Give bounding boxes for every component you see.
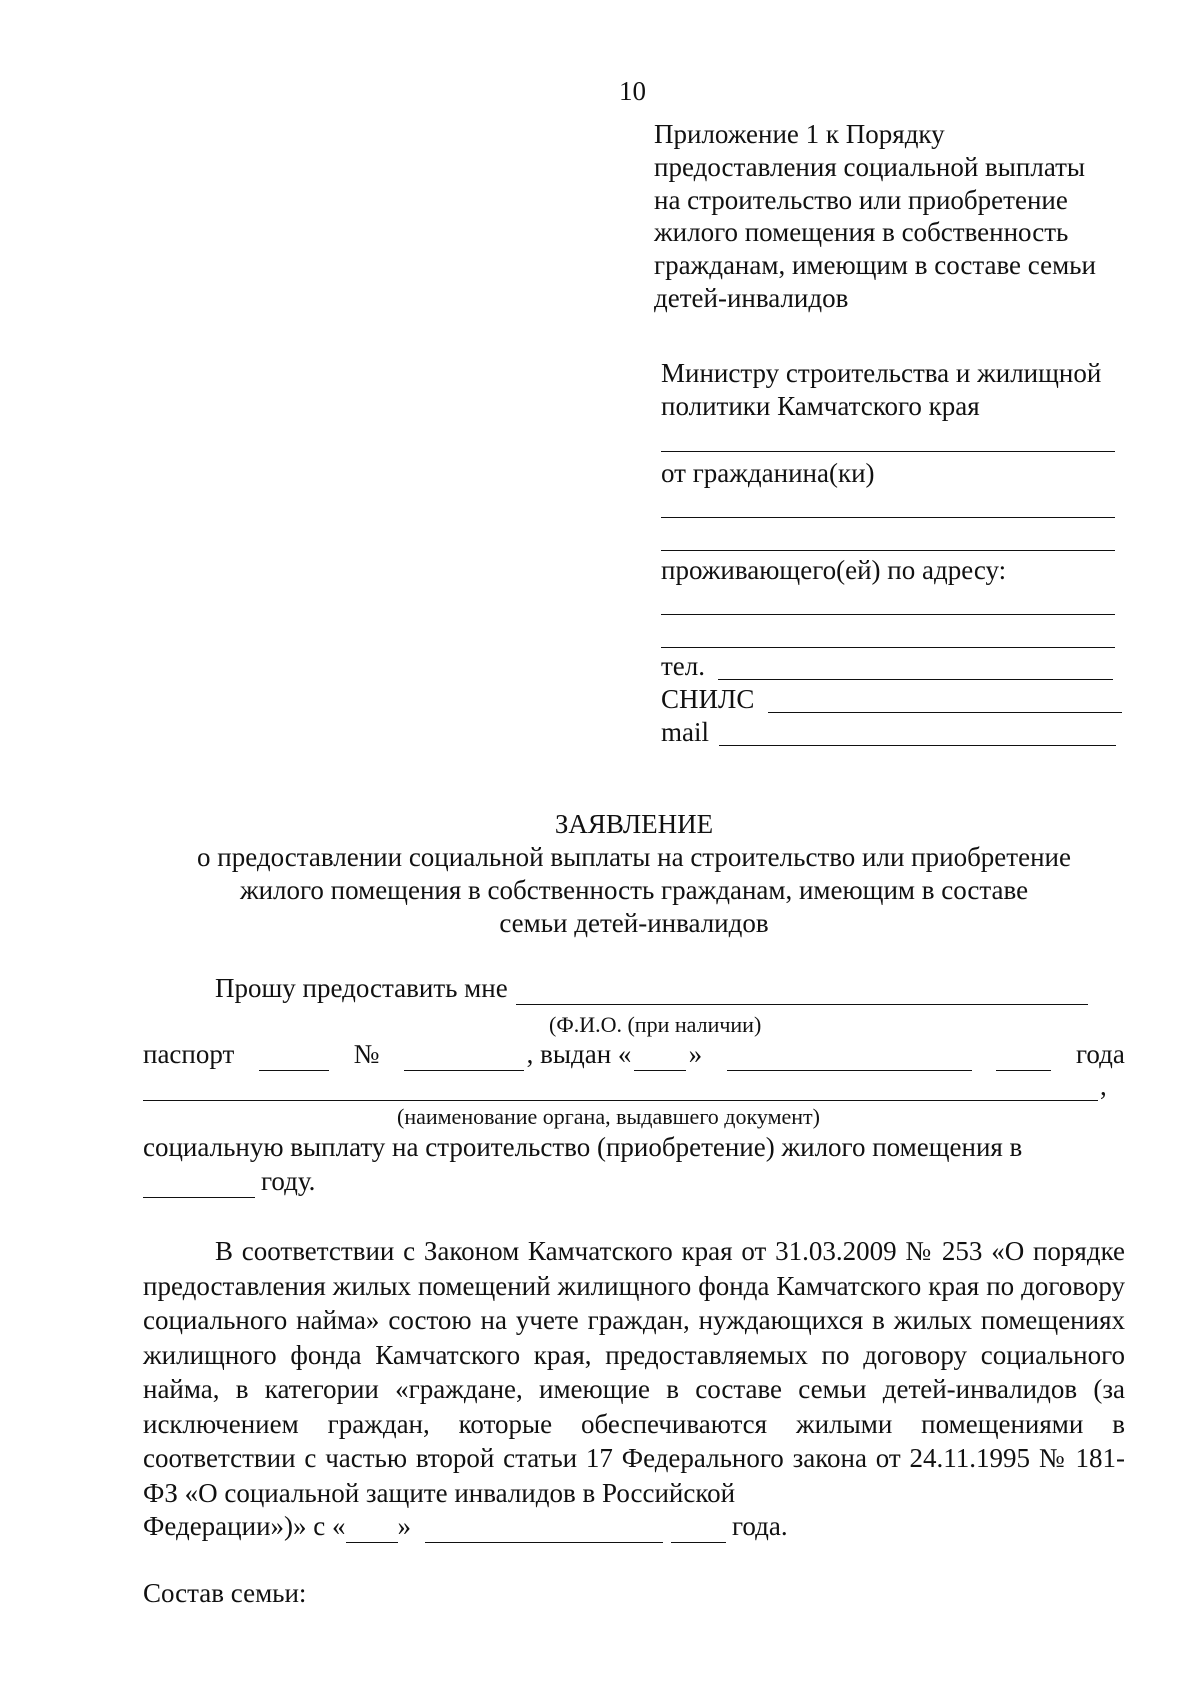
org-hint: (наименование органа, выдавшего документ): [397, 1104, 820, 1129]
law-last-prefix: Федерации»)» с «: [143, 1511, 346, 1541]
citizen-name-line-2[interactable]: [661, 550, 1115, 551]
mail-label: mail: [661, 717, 709, 747]
appendix-line: гражданам, имеющим в составе семьи: [654, 250, 1096, 280]
appendix-line: жилого помещения в собственность: [654, 217, 1069, 247]
snils-label: СНИЛС: [661, 684, 755, 714]
mail-line[interactable]: [719, 745, 1116, 746]
payment-year-suffix: году.: [261, 1166, 316, 1196]
passport-row: [143, 1038, 1125, 1071]
title-line3: семьи детей-инвалидов: [499, 908, 769, 938]
page-number: 10: [619, 76, 646, 106]
request-intro: Прошу предоставить мне: [215, 973, 508, 1003]
law-last-suffix: года.: [732, 1511, 788, 1541]
year-label: года: [1076, 1039, 1125, 1069]
title-line2: жилого помещения в собственность гражданам, имеющим в составе: [239, 875, 1029, 905]
addressee-line1: Министру строительства и жилищной: [661, 358, 1102, 388]
snils-line[interactable]: [768, 712, 1122, 713]
payment-year-row: [143, 1165, 1125, 1198]
addressee-blank-line[interactable]: [661, 451, 1115, 452]
issue-month-line[interactable]: [727, 1046, 972, 1071]
address-label: проживающего(ей) по адресу:: [661, 555, 1007, 585]
payment-text: социальную выплату на строительство (приобретение) жилого помещения в: [143, 1132, 1023, 1162]
from-label: от гражданина(ки): [661, 458, 875, 488]
issued-label: , выдан «: [526, 1039, 632, 1069]
passport-label: паспорт: [143, 1039, 235, 1069]
payment-year-line[interactable]: [143, 1173, 255, 1198]
request-intro-row: [143, 972, 1125, 1005]
registration-year-line[interactable]: [671, 1518, 726, 1543]
address-line-2[interactable]: [661, 647, 1115, 648]
number-sign: №: [353, 1039, 380, 1069]
authority-comma: ,: [1100, 1071, 1107, 1101]
title-line1: о предоставлении социальной выплаты на строительство или приобретение: [197, 842, 1071, 872]
law-last-row: [143, 1510, 1125, 1543]
phone-label: тел.: [661, 651, 706, 681]
appendix-line: Приложение 1 к Порядку: [654, 119, 945, 149]
appendix-line: предоставления социальной выплаты: [654, 152, 1086, 182]
issuing-authority-line[interactable]: [143, 1100, 1098, 1101]
issue-day-line[interactable]: [634, 1046, 686, 1071]
law-last-mid: »: [397, 1511, 411, 1541]
appendix-line: на строительство или приобретение: [654, 185, 1068, 215]
document-title: ЗАЯВЛЕНИЕ: [554, 809, 714, 839]
address-line[interactable]: [661, 614, 1115, 615]
appendix-line: детей-инвалидов: [654, 283, 849, 313]
family-label: Состав семьи:: [143, 1578, 307, 1608]
fio-field-line[interactable]: [516, 980, 1088, 1005]
registration-month-line[interactable]: [425, 1518, 663, 1543]
passport-number-line[interactable]: [404, 1046, 524, 1071]
addressee-line2: политики Камчатского края: [661, 391, 980, 421]
fio-hint: (Ф.И.О. (при наличии): [549, 1012, 762, 1037]
passport-series-line[interactable]: [259, 1046, 329, 1071]
issue-year-line[interactable]: [996, 1046, 1051, 1071]
registration-day-line[interactable]: [346, 1518, 398, 1543]
law-paragraph: В соответствии с Законом Камчатского края от 31.03.2009 № 253 «О порядке предоставления жилых помещений жилищного фонда Камчатского края по договору социального найма» состою на учете граждан, нуждающихся в жилых помещениях жилищного фонда Камчатского края, предоставляемых по договору социального найма, в категории «граждане, имеющие в составе семьи детей-инвалидов (за исключением граждан, которые обеспечиваются жилыми помещениями в соответствии с частью второй статьи 17 Федерального закона от 24.11.1995 № 181-ФЗ «О социальной защите инвалидов в Российской: [143, 1236, 1125, 1508]
issue-day-quote: »: [688, 1039, 703, 1069]
citizen-name-line[interactable]: [661, 517, 1115, 518]
phone-line[interactable]: [718, 679, 1113, 680]
